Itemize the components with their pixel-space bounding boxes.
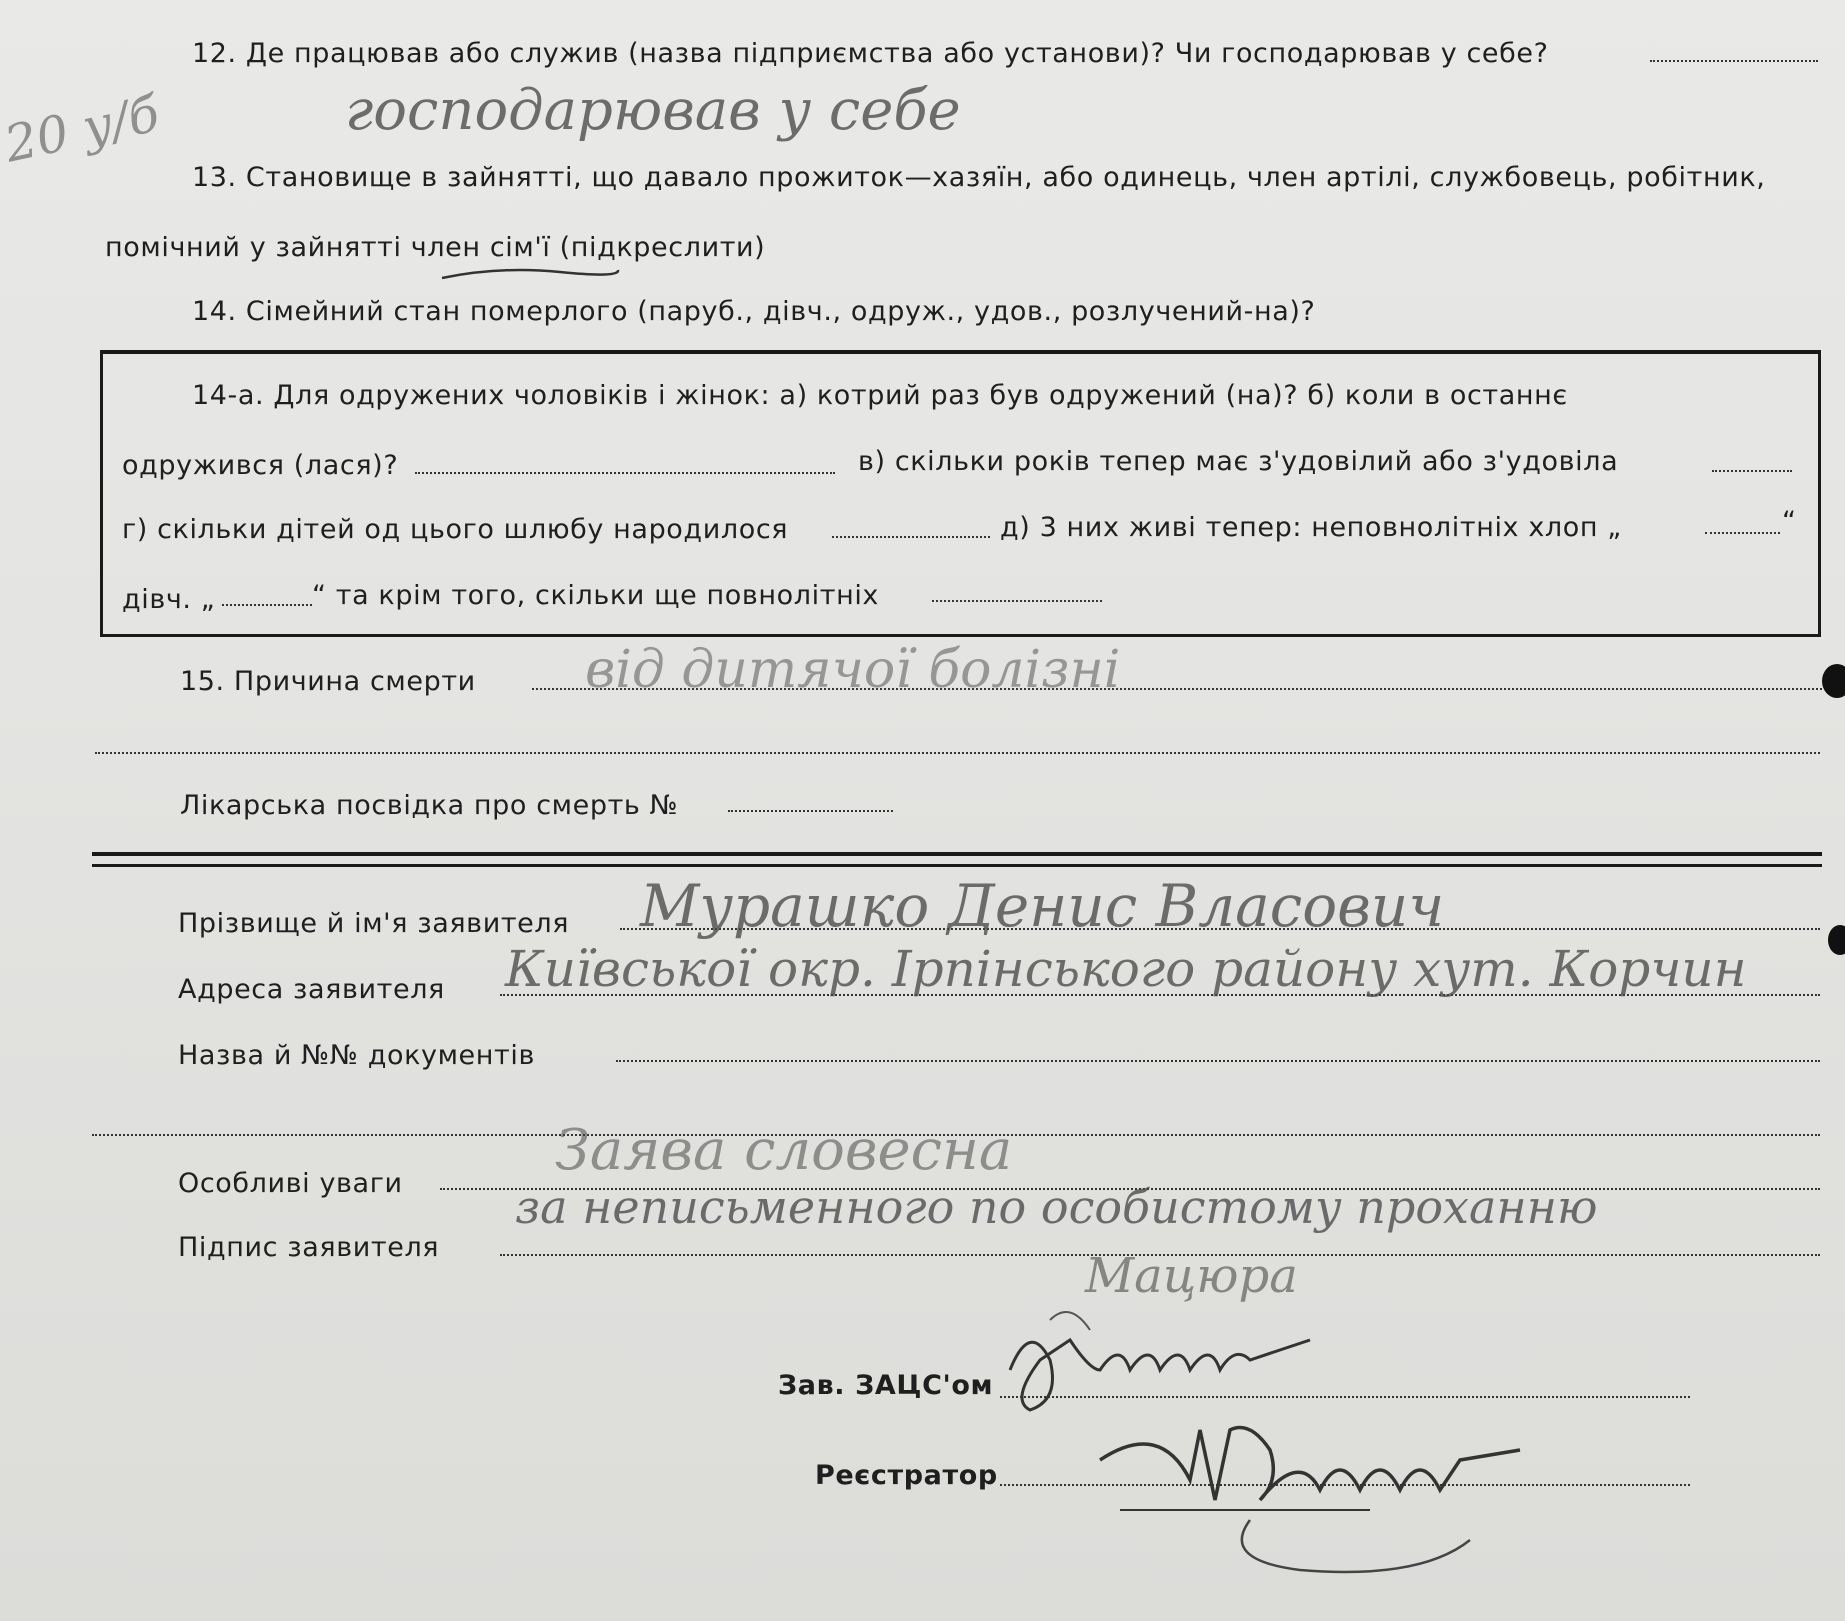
q13-label-line2: помічний у зайнятті член сім'ї (підкреслити) <box>105 232 766 263</box>
q14-label: 14. Сімейний стан померлого (паруб., дівч., одруж., удов., розлучений-на)? <box>192 296 1316 327</box>
documents-label: Назва й №№ документів <box>178 1040 535 1071</box>
margin-note: 20 у/б <box>0 84 165 174</box>
q15-label: 15. Причина смерти <box>180 666 476 697</box>
punch-mark-2 <box>1828 925 1845 955</box>
applicant-address-handwritten: Київської окр. Ірпінського району хут. Корчин <box>505 940 1747 998</box>
divider-rule-bottom <box>92 864 1822 867</box>
remarks-handwritten-1: Заява словесна <box>555 1118 1013 1183</box>
q15-handwritten-answer: від дитячої болізні <box>585 640 1121 700</box>
applicant-address-label: Адреса заявителя <box>178 974 445 1005</box>
q14a-dots-c <box>832 536 990 538</box>
q14a-line4a: дівч. „ <box>122 584 216 615</box>
q14a-dots-a <box>415 472 835 474</box>
q14a-line2a: одружився (лася)? <box>122 450 399 481</box>
registrar-signature-scribble <box>1040 1390 1600 1590</box>
q14a-line3c: “ <box>1782 506 1797 537</box>
applicant-name-label: Прізвище й ім'я заявителя <box>178 908 570 939</box>
registrar-label: Реєстратор <box>815 1460 998 1491</box>
q14a-dots-d <box>1705 532 1780 534</box>
remarks-label: Особливі уваги <box>178 1168 403 1199</box>
remarks-handwritten-3: Мацюра <box>1085 1248 1298 1304</box>
q15-dots-2 <box>95 752 1820 754</box>
q14a-line3a: г) скільки дітей од цього шлюбу народилося <box>122 514 789 545</box>
remarks-handwritten-2: за неписьменного по особистому проханню <box>515 1180 1598 1234</box>
q13-label-line1: 13. Становище в зайнятті, що давало прожиток—хазяїн, або одинець, член артілі, службовець, робітник, <box>192 162 1766 193</box>
applicant-name-handwritten: Мурашко Денис Власович <box>640 872 1445 940</box>
medical-cert-dots <box>728 810 893 812</box>
q14a-dots-b <box>1712 470 1792 472</box>
q14a-line4b: “ та крім того, скільки ще повнолітніх <box>312 580 880 611</box>
q12-label: 12. Де працював або служив (назва підприємства або установи)? Чи господарював у себе? <box>192 38 1549 69</box>
q12-dots <box>1650 60 1818 62</box>
divider-rule-top <box>92 852 1822 856</box>
underline-mark <box>440 262 620 292</box>
medical-cert-label: Лікарська посвідка про смерть № <box>180 790 679 821</box>
q14a-line3b: д) 3 них живі тепер: неповнолітніх хлоп „ <box>1000 512 1622 543</box>
q12-handwritten-answer: господарював у себе <box>345 78 961 143</box>
q14a-line2b: в) скільки років тепер має з'удовілий або з'удовіла <box>858 446 1619 477</box>
punch-mark-1 <box>1822 664 1845 698</box>
head-zags-label: Зав. ЗАЦС'ом <box>778 1370 994 1401</box>
q14a-dots-e <box>222 604 312 606</box>
q14a-dots-f <box>932 600 1102 602</box>
applicant-signature-label: Підпис заявителя <box>178 1232 440 1263</box>
q14a-line1: 14-а. Для одружених чоловіків і жінок: а) котрий раз був одружений (на)? б) коли в останнє <box>192 380 1568 411</box>
documents-dots <box>616 1060 1820 1062</box>
